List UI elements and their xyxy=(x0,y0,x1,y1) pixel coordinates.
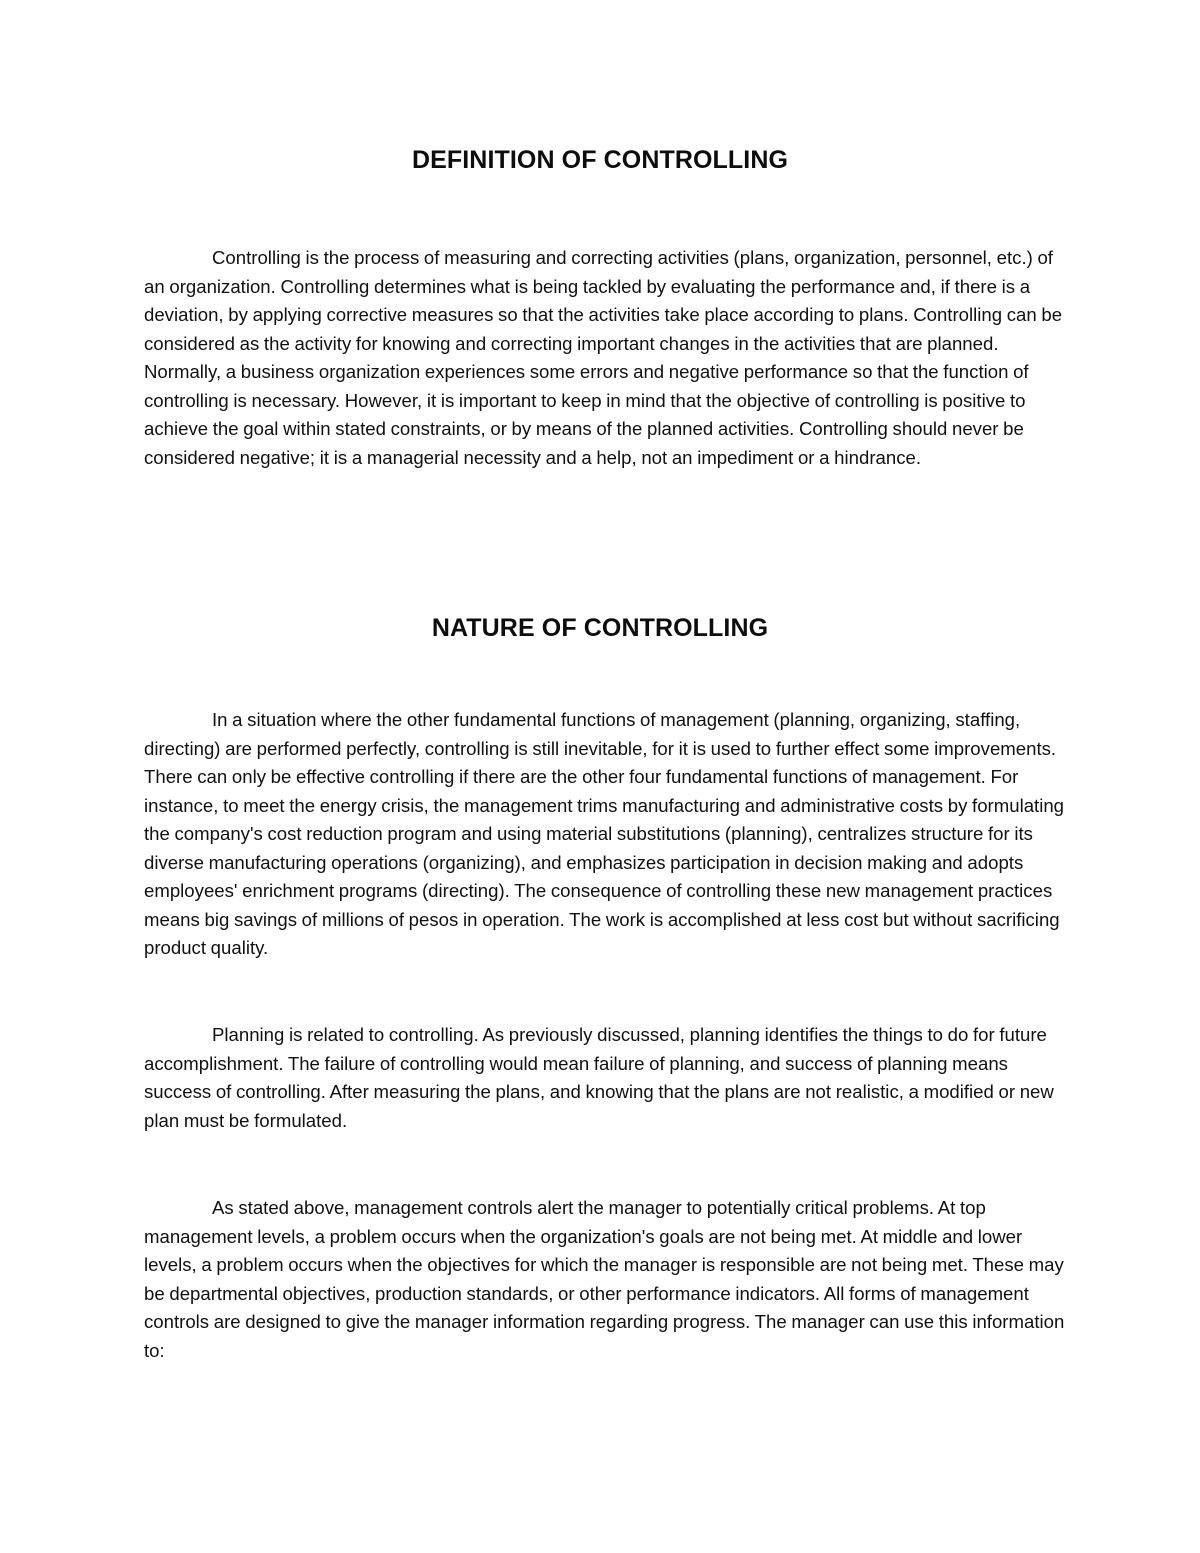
paragraph-definition: Controlling is the process of measuring and correcting activities (plans, organization, personnel, etc.) of an organization. Controlling determines what is being tackled by evaluating the performance and, if there is a deviation, by applying corrective measures so that the activities take place according to plans. Controlling can be considered as the activity for knowing and correcting important changes in the activities that are planned. Normally, a business organization experiences some errors and negative performance so that the function of controlling is necessary. However, it is important to keep in mind that the objective of controlling is positive to achieve the goal within stated constraints, or by means of the planned activities. Controlling should never be considered negative; it is a managerial necessity and a help, not an impediment or a hindrance. xyxy=(144,247,1063,468)
section-heading-definition: DEFINITION OF CONTROLLING xyxy=(411,146,789,174)
paragraph-nature-1: In a situation where the other fundamental functions of management (planning, organizing, staffing, directing) are performed perfectly, controlling is still inevitable, for it is used to further effect some improvements. There can only be effective controlling if there are the other four fundamental functions of management. For instance, to meet the energy crisis, the management trims manufacturing and administrative costs by formulating the company's cost reduction program and using material substitutions (planning), centralizes structure for its diverse manufacturing operations (organizing), and emphasizes participation in decision making and adopts employees' enrichment programs (directing). The consequence of controlling these new management practices means big savings of millions of pesos in operation. The work is accomplished at less cost but without sacrificing product quality. xyxy=(144,709,1065,958)
section-heading-nature: NATURE OF CONTROLLING xyxy=(431,614,769,642)
paragraph-nature-2: Planning is related to controlling. As previously discussed, planning identifies the things to do for future accomplishment. The failure of controlling would mean failure of planning, and success of planning means success of controlling. After measuring the plans, and knowing that the plans are not realistic, a modified or new plan must be formulated. xyxy=(144,1024,1054,1131)
paragraph-nature-3: As stated above, management controls alert the manager to potentially critical problems. At top management levels, a problem occurs when the organization's goals are not being met. At middle and lower levels, a problem occurs when the objectives for which the manager is responsible are not being met. These may be departmental objectives, production standards, or other performance indicators. All forms of management controls are designed to give the manager information regarding progress. The manager can use this information to: xyxy=(144,1197,1065,1361)
